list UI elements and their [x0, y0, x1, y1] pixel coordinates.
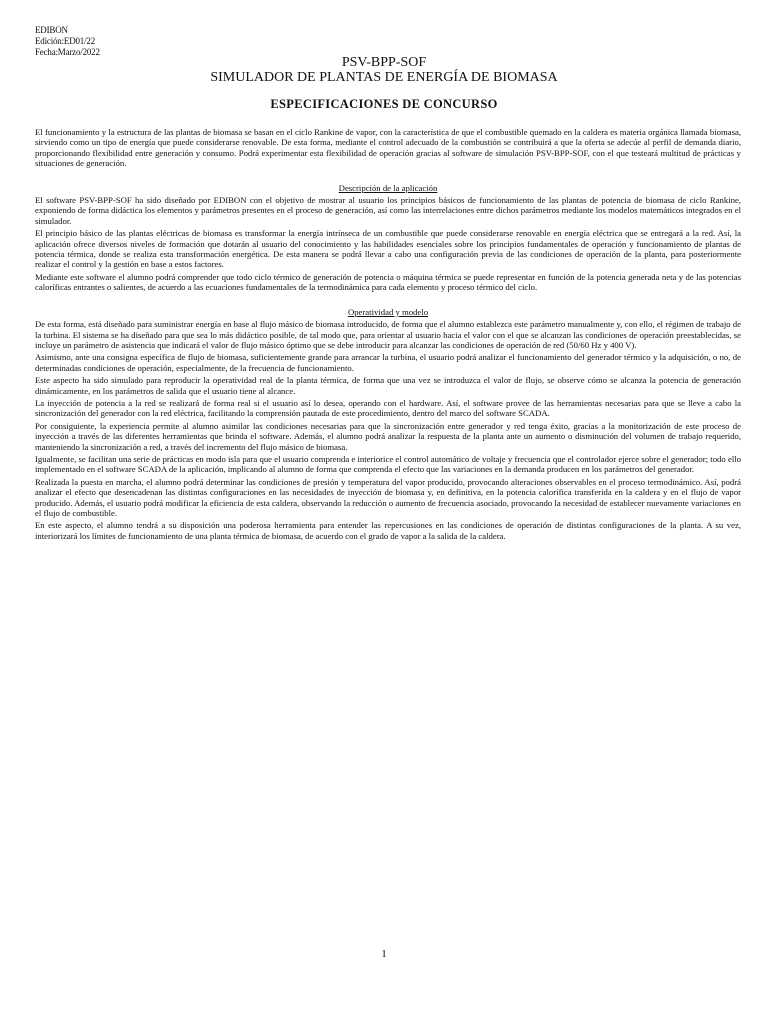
paragraph: El principio básico de las plantas eléctricas de biomasa es transformar la energía intrínseca de un combustible que puede considerarse renovable en energía eléctrica que se entregará a la red. Así, la aplicación ofrece diversos niveles de formación que dotarán al usuario del conocimiento y las habilidades esenciales sobre los principios fundamentales de operación y funcionamiento de plantas de potencia térmica, donde se realiza esta transformación energética. De esta manera se podrá llevar a cabo una configuración previa de las condiciones de operación de la planta, para posteriormente realizar el control y la gestión en base a estos factores.: [35, 228, 741, 270]
document-header: [35, 25, 100, 58]
product-code: PSV-BPP-SOF: [341, 55, 427, 70]
paragraph: De esta forma, está diseñado para suministrar energía en base al flujo másico de biomasa introducido, de forma que el alumno establezca este parámetro manualmente y, con ello, el régimen de trabajo de la turbina. El sistema se ha diseñado para que sea lo más didáctico posible, de tal modo que, para orientar al usuario hacia el valor con el que se alcanzan las condiciones de operación preestablecidas, se incluye un parámetro de asistencia que indicará el valor de flujo másico óptimo que se debe introducir para alcanzar las condiciones de operación de red (50/60 Hz y 400 V).: [35, 319, 741, 350]
date-label: Fecha:Marzo/2022: [35, 47, 100, 57]
paragraph: Realizada la puesta en marcha, el alumno podrá determinar las condiciones de presión y temperatura del vapor producido, provocando alteraciones observables en el proceso termodinámico. Así, podrá analizar el efecto que desencadenan las distintas configuraciones en las necesidades de inyección de biomasa y, en definitiva, en la potencia calorífica transferida en la caldera y en el flujo de vapor producido. Además, el usuario podrá modificar la eficiencia de esta caldera, observando la reducción o aumento de frecuencia asociado, provocando la necesidad de establecer nuevamente variaciones en el flujo de combustible.: [35, 476, 741, 518]
paragraph: Este aspecto ha sido simulado para reproducir la operatividad real de la planta térmica, de forma que una vez se introduzca el valor de flujo, se observe cómo se alcanza la potencia de generación dinámicamente, en los parámetros de salida que el usuario tiene al alcance.: [35, 375, 741, 396]
paragraph: Igualmente, se facilitan una serie de prácticas en modo isla para que el usuario comprenda e interiorice el control automático de voltaje y frecuencia que el controlador ejerce sobre el generador; todo ello implementado en el software SCADA de la aplicación, implicando al alumno de forma que comprenda el efecto que las variaciones en la demanda producen en los parámetros del generador.: [35, 453, 741, 475]
document-body: [35, 127, 741, 541]
paragraph: En este aspecto, el alumno tendrá a su disposición una poderosa herramienta para entender las repercusiones en las condiciones de operación de distintas configuraciones de la planta. A su vez, interiorizará los límites de funcionamiento de una planta térmica de biomasa, de acuerdo con el grado de vapor a la salida de la caldera.: [35, 520, 741, 541]
section-heading-operation: Operatividad y modelo: [347, 306, 429, 317]
company-name: EDIBON: [35, 25, 68, 35]
paragraph: Asimismo, ante una consigna específica de flujo de biomasa, suficientemente grande para arrancar la turbina, el usuario podrá analizar el funcionamiento del generador térmico y la adquisición, o no, de determinadas condiciones de operación, especialmente, de la frecuencia de funcionamiento.: [35, 352, 741, 373]
intro-paragraph: El funcionamiento y la estructura de las plantas de biomasa se basan en el ciclo Rankine de vapor, con la característica de que el combustible quemado en la caldera es materia orgánica llamada biomasa, sirviendo como un tipo de energía que puede considerarse renovable. De esta forma, mediante el control adecuado de la combustión se contribuirá a que la oferta se adecúe al perfil de demanda diario, proporcionando flexibilidad entre generación y consumo. Podrá experimentar esta flexibilidad de operación gracias al software de simulación PSV-BPP-SOF, con el que testeará multitud de prácticas y situaciones de generación.: [35, 127, 741, 169]
product-name: SIMULADOR DE PLANTAS DE ENERGÍA DE BIOMASA: [210, 70, 558, 85]
page-number: 1: [381, 948, 387, 960]
section-heading-description: Descripción de la aplicación: [338, 182, 438, 193]
paragraph: Por consiguiente, la experiencia permite al alumno asimilar las condiciones necesarias para que la sincronización entre generador y red tenga éxito, gracias a la monitorización de este proceso de inyección a través de las diferentes herramientas que brinda el software. Además, el alumno podrá analizar la respuesta de la planta ante un aumento o disminución del volumen de trabajo requerido, manteniendo la sincronización a red, a través del incremento del flujo másico de biomasa.: [35, 420, 741, 452]
paragraph: El software PSV-BPP-SOF ha sido diseñado por EDIBON con el objetivo de mostrar al usuario los principios básicos de funcionamiento de las plantas de potencia de biomasa de ciclo Rankine, exponiendo de forma didáctica los elementos y parámetros presentes en el proceso de generación, así como las interrelaciones entre dichos parámetros mediante los modelos matemáticos integrados en el simulador.: [35, 195, 741, 226]
paragraph: Mediante este software el alumno podrá comprender que todo ciclo térmico de generación de potencia o máquina térmica se puede representar en función de la potencia generada neta y de las potencias caloríficas entrantes o salientes, de acuerdo a las ecuaciones fundamentales de la termodinámica para cada elemento y proceso térmico del ciclo.: [35, 271, 741, 293]
paragraph: La inyección de potencia a la red se realizará de forma real si el usuario así lo desea, operando con el hardware. Así, el software provee de las herramientas necesarias para que se lleve a cabo la sincronización del generador con la red eléctrica, facilitando la comprensión pautada de este procedimiento, dentro del marco del software SCADA.: [35, 397, 741, 419]
document-subtitle: ESPECIFICACIONES DE CONCURSO: [270, 97, 498, 111]
edition-label: Edición:ED01/22: [35, 36, 95, 46]
